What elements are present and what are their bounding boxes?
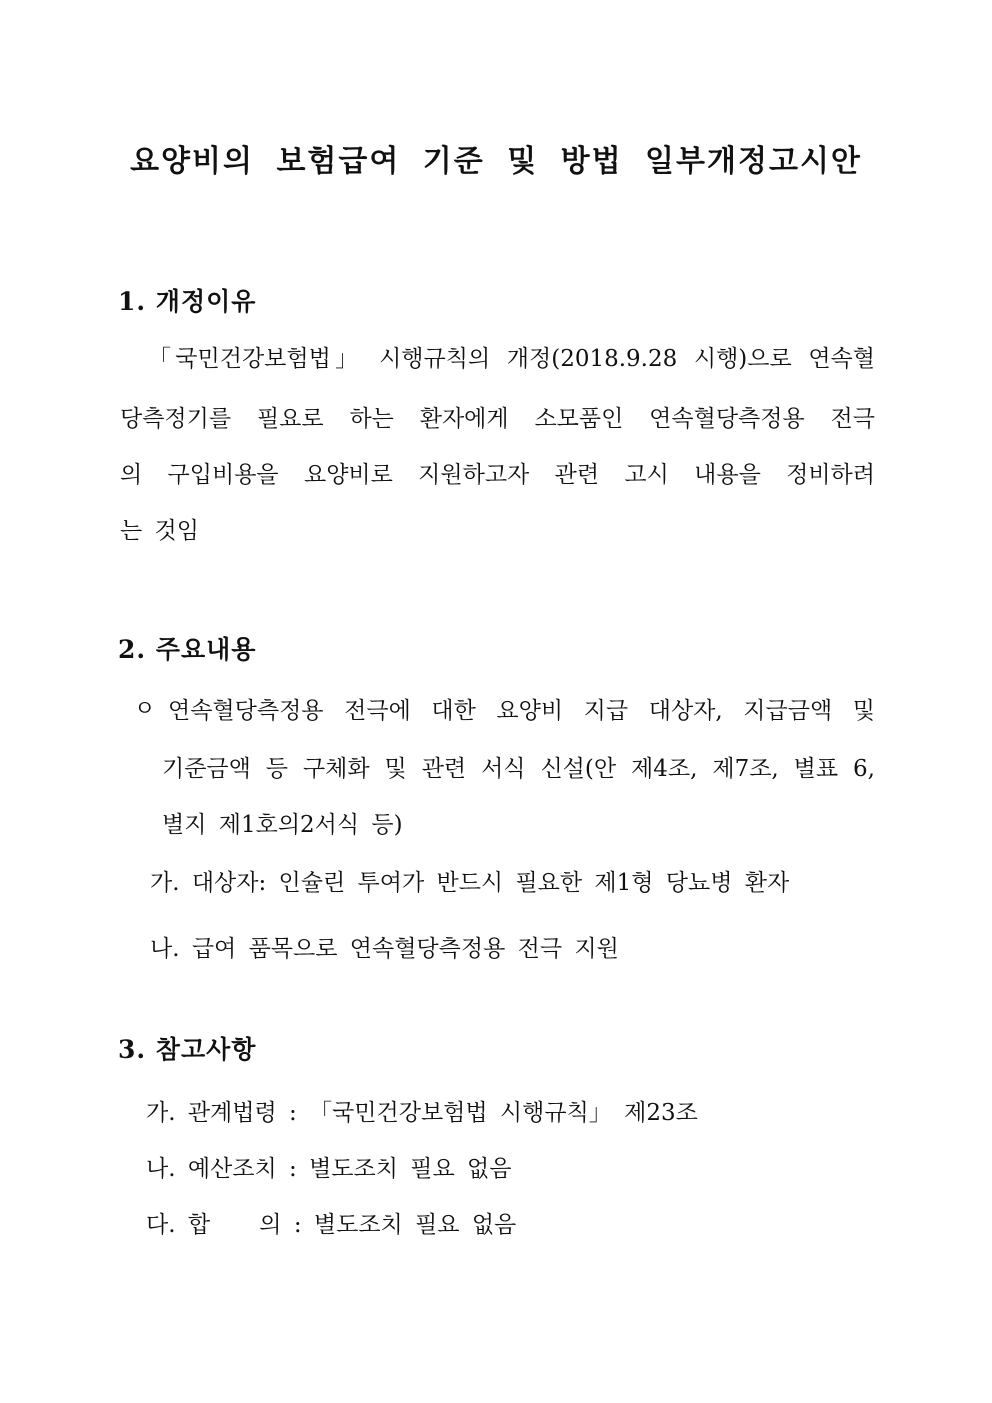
main-sub-item-benefit: 나. 급여 품목으로 연속혈당측정용 전극 지원 <box>150 936 619 962</box>
document-title: 요양비의 보험급여 기준 및 방법 일부개정고시안 <box>130 144 862 179</box>
main-bullet-line-2: 기준금액 등 구체화 및 관련 서식 신설(안 제4조, 제7조, 별표 6, <box>162 756 875 782</box>
reason-line-4: 는 것임 <box>120 518 199 544</box>
section-heading-reference: 3. 참고사항 <box>118 1035 257 1064</box>
reference-item-consultation: 다. 합 의 : 별도조치 필요 없음 <box>146 1212 517 1238</box>
main-bullet-line-3: 별지 제1호의2서식 등) <box>162 812 403 838</box>
reference-item-budget: 나. 예산조치 : 별도조치 필요 없음 <box>146 1156 512 1182</box>
reason-line-2: 당측정기를 필요로 하는 환자에게 소모품인 연속혈당측정용 전극 <box>120 406 875 432</box>
bullet-circle-icon: ㅇ <box>134 697 156 722</box>
section-heading-reason: 1. 개정이유 <box>118 287 257 316</box>
main-bullet-line-1: 연속혈당측정용 전극에 대한 요양비 지급 대상자, 지급금액 및 <box>168 698 875 724</box>
section-heading-main: 2. 주요내용 <box>118 635 257 664</box>
main-sub-item-target: 가. 대상자: 인슐린 투여가 반드시 필요한 제1형 당뇨병 환자 <box>150 870 790 896</box>
reference-item-law: 가. 관계법령 : 「국민건강보험법 시행규칙」 제23조 <box>146 1100 698 1126</box>
reason-line-1: 「국민건강보험법」 시행규칙의 개정(2018.9.28 시행)으로 연속혈 <box>148 346 875 372</box>
reason-line-3: 의 구입비용을 요양비로 지원하고자 관련 고시 내용을 정비하려 <box>120 462 875 488</box>
